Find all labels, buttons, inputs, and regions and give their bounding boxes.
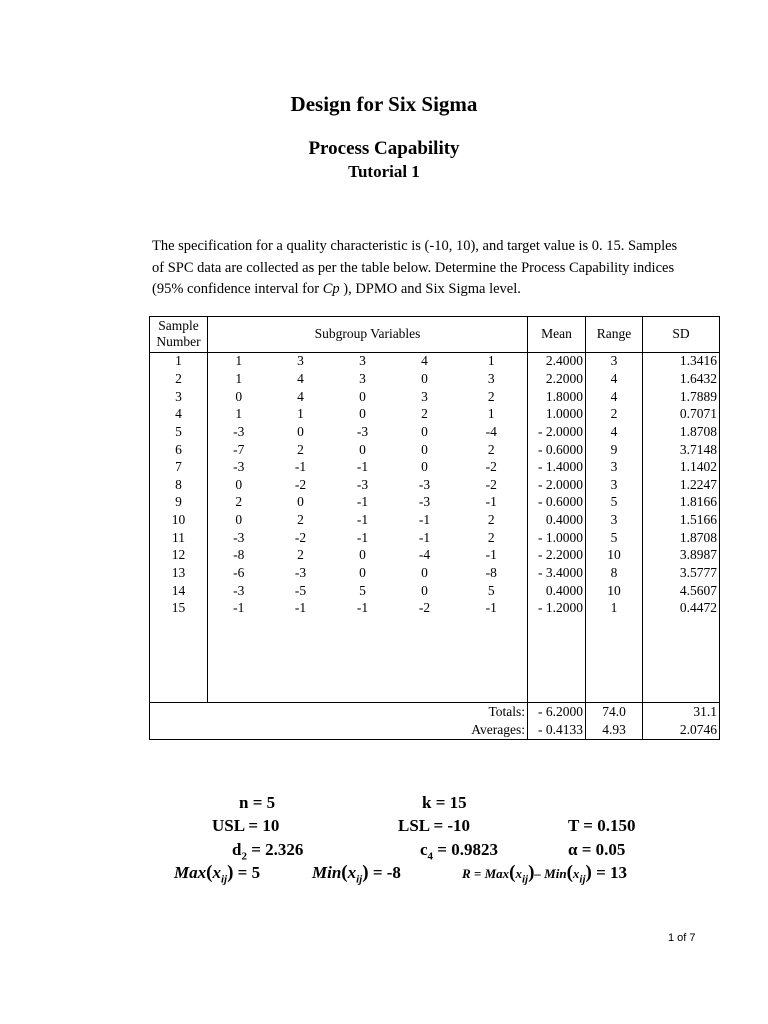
table-row — [150, 388, 720, 406]
cell-range: 10 — [586, 547, 643, 565]
cell-subgroup-value: 1 — [208, 405, 270, 423]
cell-subgroup-value: 2 — [456, 441, 528, 459]
cell-subgroup-value: 0 — [359, 388, 366, 404]
totals-row — [150, 703, 720, 721]
cell-sd: 3.7148 — [643, 441, 720, 459]
cell-subgroup-value: -6 — [208, 564, 270, 582]
table-row — [150, 582, 720, 600]
cell-subgroup-value: 2 — [297, 547, 304, 563]
cell-range: 4 — [586, 423, 643, 441]
cell-sample-number: 9 — [150, 494, 208, 512]
cell-sd: 0.7071 — [643, 405, 720, 423]
cell-range: 9 — [586, 441, 643, 459]
cell-subgroup-value: 0 — [297, 423, 304, 439]
param-lsl: LSL = -10 — [398, 816, 471, 835]
cell-range: 3 — [586, 458, 643, 476]
tutorial-label: Tutorial 1 — [348, 162, 420, 181]
cell-range: 4 — [586, 370, 643, 388]
cell-subgroup-value: 0 — [421, 441, 428, 457]
blank-cell — [586, 617, 643, 703]
cell-range: 2 — [586, 405, 643, 423]
cell-subgroup-value: -1 — [456, 600, 528, 618]
cell-range: 10 — [586, 582, 643, 600]
intro-text-1: The specification for a quality characteristic is (-10, 10), and target value is 0. 15. Samples of SPC data are collected as per the table below. Determine the Process Capability indices (95% confidence interval for — [152, 238, 678, 297]
cell-subgroup-value: -3 — [208, 529, 270, 547]
cell-sample-number: 8 — [150, 476, 208, 494]
cell-sd: 1.3416 — [643, 352, 720, 370]
cell-subgroup-value: -3 — [208, 458, 270, 476]
param-max: $Max(x_{ij}) = 5$ — [174, 862, 261, 886]
table-blank-row — [150, 617, 720, 703]
intro-text-2: ), DPMO and Six Sigma level. — [339, 281, 521, 297]
cell-subgroup-value: -2 — [418, 600, 431, 616]
cell-subgroup-value: 2 — [208, 494, 270, 512]
cell-subgroup-value: 0 — [208, 511, 270, 529]
cell-mean: - 0.6000 — [528, 441, 586, 459]
cell-subgroup-value: -1 — [418, 512, 431, 528]
cell-sample-number: 5 — [150, 423, 208, 441]
cell-subgroup-value: -1 — [356, 459, 369, 475]
param-range-formula: $R = Max(x_{ij})-$ $Min(x_{ij}) = 13$ — [462, 862, 628, 886]
cell-sample-number: 11 — [150, 529, 208, 547]
cell-subgroup-value: 0 — [359, 406, 366, 422]
cell-subgroup-value: 3 — [297, 353, 304, 369]
blank-cell — [150, 617, 208, 703]
cell-sd: 1.8708 — [643, 529, 720, 547]
cell-subgroup-value: 1 — [208, 370, 270, 388]
table-row — [150, 441, 720, 459]
cell-subgroup-value: 2 — [456, 529, 528, 547]
cell-sd: 1.1402 — [643, 458, 720, 476]
cell-subgroup-value: -8 — [456, 564, 528, 582]
cell-sd: 1.7889 — [643, 388, 720, 406]
param-n: n = 5 — [239, 793, 276, 812]
cell-subgroup-value: 2 — [456, 511, 528, 529]
cell-subgroup-value: 0 — [421, 371, 428, 386]
cell-sample-number: 6 — [150, 441, 208, 459]
table-row — [150, 494, 720, 512]
cell-mean: 2.4000 — [528, 352, 586, 370]
cell-sample-number: 12 — [150, 547, 208, 565]
cell-subgroup-value: 2 — [297, 512, 304, 528]
cell-subgroup-value: 3 — [359, 371, 366, 386]
cell-subgroup-value: 5 — [359, 582, 366, 598]
param-min: $Min(x_{ij}) = -8$ — [312, 862, 401, 886]
cell-subgroup-value: -3 — [294, 565, 307, 581]
param-target: T = 0.150 — [568, 816, 636, 835]
cell-mean: - 1.2000 — [528, 600, 586, 618]
cell-subgroup-value: -8 — [208, 547, 270, 565]
blank-cell — [208, 617, 528, 703]
cell-mean: - 2.2000 — [528, 547, 586, 565]
spc-data-table — [149, 316, 720, 740]
cell-subgroup-value: -1 — [356, 512, 369, 528]
cell-subgroup-value: 0 — [421, 459, 428, 475]
cell-subgroup-value: -2 — [294, 476, 307, 492]
cell-mean: 1.8000 — [528, 388, 586, 406]
cell-sd: 4.5607 — [643, 582, 720, 600]
cell-range: 4 — [586, 388, 643, 406]
cell-sample-number: 1 — [150, 352, 208, 370]
header-sample-number: Sample Number — [150, 317, 208, 353]
cell-subgroup-value: 2 — [297, 441, 304, 457]
cell-subgroup-value: -1 — [356, 529, 369, 545]
cell-subgroup-value: -4 — [418, 547, 431, 563]
cell-subgroup-value: 0 — [421, 565, 428, 581]
cell-sample-number: 15 — [150, 600, 208, 618]
header-subgroup-variables: Subgroup Variables — [208, 317, 528, 353]
cell-range: 8 — [586, 564, 643, 582]
cell-mean: 1.0000 — [528, 405, 586, 423]
cell-subgroup-value: 3 — [421, 388, 428, 404]
cell-subgroup-value: 0 — [359, 441, 366, 457]
cell-subgroup-value: 0 — [359, 565, 366, 581]
cell-subgroup-value: 2 — [421, 406, 428, 422]
cell-mean: - 2.0000 — [528, 423, 586, 441]
cell-subgroup-value: 0 — [421, 423, 428, 439]
table-row — [150, 458, 720, 476]
cell-sample-number: 13 — [150, 564, 208, 582]
cell-subgroup-value: -1 — [356, 494, 369, 510]
page-subtitle: Process Capability — [308, 138, 460, 159]
cell-subgroup-value: -1 — [456, 494, 528, 512]
cell-subgroup-value: -3 — [356, 476, 369, 492]
cell-subgroup-value: -3 — [208, 582, 270, 600]
totals-range: 74.0 — [586, 703, 643, 721]
cell-subgroup-value: -1 — [294, 600, 307, 616]
param-k: k = 15 — [422, 793, 467, 812]
cell-mean: 0.4000 — [528, 582, 586, 600]
cell-subgroup-value: 0 — [421, 582, 428, 598]
cell-sd: 3.5777 — [643, 564, 720, 582]
table-row — [150, 564, 720, 582]
cell-sd: 1.2247 — [643, 476, 720, 494]
cell-subgroup-value: 1 — [297, 406, 304, 422]
cell-subgroup-value: -1 — [294, 459, 307, 475]
cell-subgroup-value: -3 — [356, 423, 369, 439]
table-row — [150, 529, 720, 547]
intro-cp: Cp — [322, 281, 340, 297]
cell-subgroup-value: 1 — [456, 352, 528, 370]
cell-sd: 1.8708 — [643, 423, 720, 441]
cell-subgroup-value: -1 — [418, 529, 431, 545]
header-mean: Mean — [528, 317, 586, 353]
cell-subgroup-value: 5 — [456, 582, 528, 600]
page-title: Design for Six Sigma — [290, 92, 478, 116]
blank-cell — [528, 617, 586, 703]
cell-range: 1 — [586, 600, 643, 618]
cell-range: 3 — [586, 352, 643, 370]
table-row — [150, 352, 720, 370]
cell-sample-number: 2 — [150, 370, 208, 388]
cell-sample-number: 7 — [150, 458, 208, 476]
table-row — [150, 476, 720, 494]
cell-sd: 0.4472 — [643, 600, 720, 618]
cell-sample-number: 10 — [150, 511, 208, 529]
cell-subgroup-value: -5 — [294, 582, 307, 598]
cell-mean: - 1.4000 — [528, 458, 586, 476]
cell-subgroup-value: -3 — [208, 423, 270, 441]
totals-mean: - 6.2000 — [528, 703, 586, 721]
header-sd: SD — [643, 317, 720, 353]
table-row — [150, 405, 720, 423]
cell-range: 5 — [586, 529, 643, 547]
cell-mean: 0.4000 — [528, 511, 586, 529]
cell-sd: 1.5166 — [643, 511, 720, 529]
param-d2: $d_2 = 2.326$ — [232, 840, 304, 863]
param-c4: $c_4 = 0.9823$ — [420, 840, 498, 863]
table-row — [150, 547, 720, 565]
cell-subgroup-value: 0 — [297, 494, 304, 510]
cell-subgroup-value: -2 — [294, 529, 307, 545]
averages-row — [150, 721, 720, 739]
table-row — [150, 600, 720, 618]
header-range: Range — [586, 317, 643, 353]
cell-subgroup-value: -1 — [456, 547, 528, 565]
cell-mean: - 1.0000 — [528, 529, 586, 547]
averages-mean: - 0.4133 — [528, 721, 586, 739]
table-row — [150, 423, 720, 441]
table-header-row — [150, 317, 720, 353]
cell-sample-number: 3 — [150, 388, 208, 406]
cell-sample-number: 4 — [150, 405, 208, 423]
cell-range: 5 — [586, 494, 643, 512]
cell-subgroup-value: 4 — [421, 353, 428, 369]
cell-subgroup-value: 3 — [359, 353, 366, 369]
cell-sd: 1.8166 — [643, 494, 720, 512]
averages-label: Averages: — [150, 721, 528, 739]
problem-statement — [152, 236, 692, 301]
cell-range: 3 — [586, 511, 643, 529]
cell-subgroup-value: -3 — [418, 494, 431, 510]
cell-subgroup-value: 1 — [208, 352, 270, 370]
cell-subgroup-value: -2 — [456, 458, 528, 476]
cell-subgroup-value: 0 — [208, 476, 270, 494]
cell-subgroup-value: -3 — [418, 476, 431, 492]
cell-sd: 3.8987 — [643, 547, 720, 565]
page-number: 1 of 7 — [668, 932, 696, 944]
cell-mean: - 2.0000 — [528, 476, 586, 494]
table-row — [150, 511, 720, 529]
cell-subgroup-value: 0 — [359, 547, 366, 563]
param-alpha: α = 0.05 — [568, 840, 626, 859]
cell-subgroup-value: -1 — [208, 600, 270, 618]
cell-subgroup-value: -4 — [456, 423, 528, 441]
table-row — [150, 370, 720, 388]
cell-subgroup-value: 4 — [297, 388, 304, 404]
blank-cell — [643, 617, 720, 703]
cell-mean: 2.2000 — [528, 370, 586, 388]
cell-subgroup-value: 4 — [297, 371, 304, 386]
averages-sd: 2.0746 — [643, 721, 720, 739]
param-usl: USL = 10 — [212, 816, 280, 835]
totals-sd: 31.1 — [643, 703, 720, 721]
cell-subgroup-value: 1 — [456, 405, 528, 423]
cell-mean: - 0.6000 — [528, 494, 586, 512]
cell-subgroup-value: -7 — [208, 441, 270, 459]
cell-subgroup-value: 3 — [456, 370, 528, 388]
cell-subgroup-value: 0 — [208, 388, 270, 406]
cell-sd: 1.6432 — [643, 370, 720, 388]
cell-subgroup-value: -1 — [356, 600, 369, 616]
cell-range: 3 — [586, 476, 643, 494]
cell-mean: - 3.4000 — [528, 564, 586, 582]
cell-sample-number: 14 — [150, 582, 208, 600]
cell-subgroup-value: 2 — [456, 388, 528, 406]
totals-label: Totals: — [150, 703, 528, 721]
averages-range: 4.93 — [586, 721, 643, 739]
cell-subgroup-value: -2 — [456, 476, 528, 494]
